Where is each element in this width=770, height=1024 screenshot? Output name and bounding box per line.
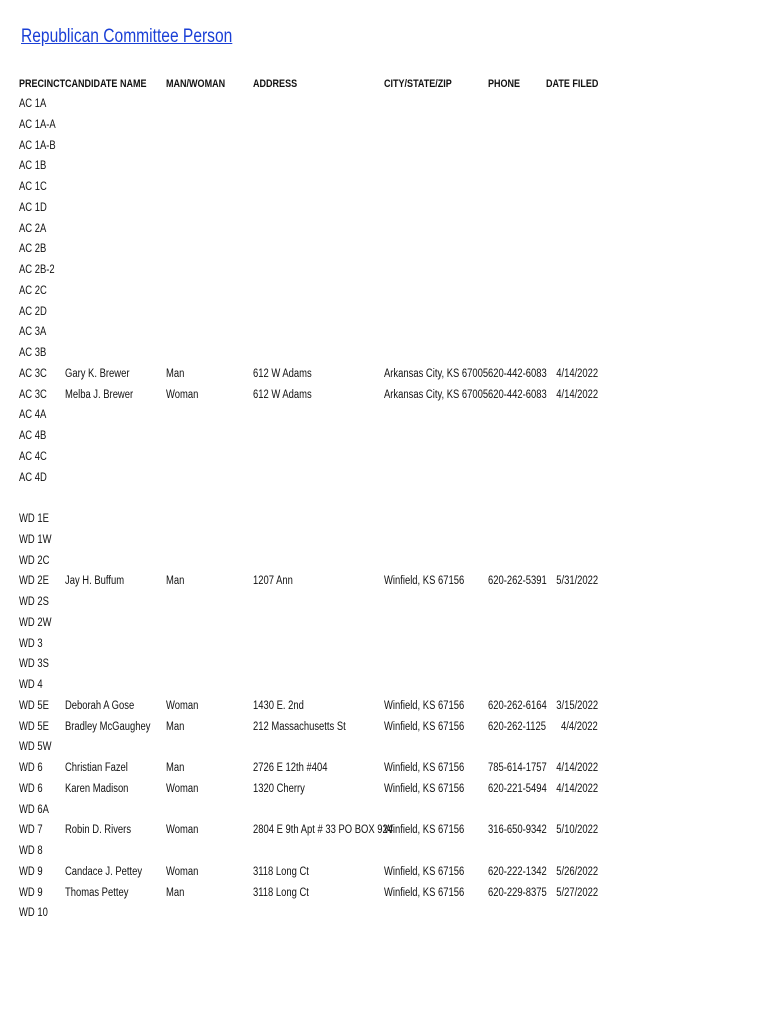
city-state-zip-cell: Winfield, KS 67156 <box>384 824 465 837</box>
precinct-cell: WD 2E <box>19 575 49 588</box>
page-title: Republican Committee Person <box>21 26 233 47</box>
date-filed-cell: 4/14/2022 <box>556 762 598 774</box>
date-filed-cell: 4/4/2022 <box>561 720 598 733</box>
address-cell: 3118 Long Ct <box>253 886 309 899</box>
header-man-woman: MAN/WOMAN <box>166 78 226 90</box>
precinct-cell: WD 5E <box>19 699 49 712</box>
phone-cell: 785-614-1757 <box>488 762 547 774</box>
city-state-zip-cell: Winfield, KS 67156 <box>384 782 465 795</box>
precinct-cell: WD 6 <box>19 782 43 795</box>
table-row <box>0 260 770 280</box>
table-row <box>0 281 770 301</box>
header-date-filed: DATE FILED <box>546 78 599 90</box>
precinct-cell: AC 4D <box>19 471 47 484</box>
date-filed-cell: 5/27/2022 <box>556 886 598 899</box>
precinct-cell: AC 3C <box>19 367 47 380</box>
precinct-cell: AC 2C <box>19 284 47 297</box>
table-row <box>0 613 770 633</box>
table-row <box>0 883 770 903</box>
table-row <box>0 551 770 571</box>
man-woman-cell: Woman <box>166 388 199 401</box>
phone-cell: 620-442-6083 <box>488 367 547 380</box>
precinct-cell: WD 2S <box>19 596 49 608</box>
date-filed-cell: 4/14/2022 <box>556 782 598 795</box>
table-row <box>0 903 770 923</box>
candidate-name-cell: Deborah A Gose <box>65 699 135 712</box>
table-row <box>0 675 770 695</box>
date-filed-cell: 5/26/2022 <box>556 865 598 878</box>
address-cell: 3118 Long Ct <box>253 865 309 878</box>
precinct-cell: WD 8 <box>19 845 43 857</box>
candidate-name-cell: Thomas Pettey <box>65 886 129 899</box>
date-filed-cell: 5/10/2022 <box>556 824 598 837</box>
table-row <box>0 115 770 135</box>
table-row <box>0 94 770 114</box>
city-state-zip-cell: Winfield, KS 67156 <box>384 575 465 588</box>
table-row <box>0 156 770 176</box>
city-state-zip-cell: Winfield, KS 67156 <box>384 762 465 774</box>
candidate-name-cell: Christian Fazel <box>65 762 128 774</box>
precinct-cell: AC 1A-A <box>19 118 56 131</box>
address-cell: 1320 Cherry <box>253 782 305 795</box>
table-row <box>0 820 770 840</box>
table-row <box>0 364 770 384</box>
phone-cell: 620-262-6164 <box>488 699 547 712</box>
table-row <box>0 737 770 757</box>
precinct-cell: WD 2W <box>19 616 52 629</box>
precinct-cell: AC 3C <box>19 388 47 401</box>
precinct-cell: WD 9 <box>19 886 43 899</box>
man-woman-cell: Woman <box>166 824 199 837</box>
phone-cell: 620-221-5494 <box>488 782 547 795</box>
address-cell: 1430 E. 2nd <box>253 699 304 712</box>
date-filed-cell: 5/31/2022 <box>556 575 598 588</box>
table-row <box>0 385 770 405</box>
precinct-cell: WD 6A <box>19 803 49 816</box>
table-row <box>0 219 770 239</box>
date-filed-cell: 4/14/2022 <box>556 367 598 380</box>
address-cell: 612 W Adams <box>253 388 312 401</box>
precinct-cell: AC 1B <box>19 160 47 173</box>
precinct-cell: WD 9 <box>19 865 43 878</box>
precinct-cell: WD 5E <box>19 720 49 733</box>
header-candidate-name: CANDIDATE NAME <box>65 78 147 90</box>
table-row <box>0 800 770 820</box>
table-row <box>0 447 770 467</box>
precinct-cell: WD 2C <box>19 554 50 567</box>
city-state-zip-cell: Arkansas City, KS 67005 <box>384 388 489 401</box>
man-woman-cell: Man <box>166 575 185 588</box>
precinct-cell: WD 10 <box>19 907 48 920</box>
precinct-cell: AC 2D <box>19 305 47 318</box>
table-row <box>0 592 770 612</box>
table-row <box>0 696 770 716</box>
address-cell: 1207 Ann <box>253 575 293 588</box>
candidate-name-cell: Karen Madison <box>65 782 129 795</box>
precinct-cell: AC 4B <box>19 430 47 442</box>
candidate-name-cell: Robin D. Rivers <box>65 824 132 837</box>
table-row <box>0 405 770 425</box>
header-phone: PHONE <box>488 78 521 90</box>
table-row <box>0 654 770 674</box>
precinct-cell: WD 4 <box>19 679 43 691</box>
address-cell: 2804 E 9th Apt # 33 PO BOX 924 <box>253 824 393 837</box>
date-filed-cell: 3/15/2022 <box>556 699 598 712</box>
precinct-cell: WD 7 <box>19 824 43 837</box>
candidate-name-cell: Jay H. Buffum <box>65 575 125 588</box>
table-row <box>0 426 770 446</box>
table-row <box>0 841 770 861</box>
table-row <box>0 136 770 156</box>
man-woman-cell: Woman <box>166 782 199 795</box>
address-cell: 2726 E 12th #404 <box>253 762 328 774</box>
precinct-cell: WD 5W <box>19 741 52 754</box>
city-state-zip-cell: Winfield, KS 67156 <box>384 699 465 712</box>
precinct-cell: AC 2B <box>19 243 47 256</box>
precinct-cell: WD 3S <box>19 658 49 671</box>
phone-cell: 620-442-6083 <box>488 388 547 401</box>
phone-cell: 620-229-8375 <box>488 886 547 899</box>
precinct-cell: WD 6 <box>19 762 43 774</box>
precinct-cell: WD 3 <box>19 637 43 650</box>
man-woman-cell: Man <box>166 886 185 899</box>
table-row <box>0 177 770 197</box>
table-row <box>0 239 770 259</box>
table-row <box>0 779 770 799</box>
date-filed-cell: 4/14/2022 <box>556 388 598 401</box>
table-row <box>0 571 770 591</box>
address-cell: 212 Massachusetts St <box>253 720 346 733</box>
city-state-zip-cell: Winfield, KS 67156 <box>384 865 465 878</box>
precinct-cell: AC 3A <box>19 326 47 339</box>
candidate-name-cell: Candace J. Pettey <box>65 865 143 878</box>
precinct-cell: AC 2A <box>19 222 47 235</box>
city-state-zip-cell: Winfield, KS 67156 <box>384 720 465 733</box>
man-woman-cell: Man <box>166 762 185 774</box>
phone-cell: 620-222-1342 <box>488 865 547 878</box>
table-row <box>0 468 770 488</box>
table-row <box>0 862 770 882</box>
precinct-cell: AC 3B <box>19 347 47 359</box>
header-city-state-zip: CITY/STATE/ZIP <box>384 78 452 90</box>
man-woman-cell: Woman <box>166 699 199 712</box>
precinct-cell: WD 1E <box>19 513 49 525</box>
table-row <box>0 198 770 218</box>
precinct-cell: AC 1D <box>19 201 47 214</box>
precinct-cell: AC 1A <box>19 98 47 110</box>
city-state-zip-cell: Winfield, KS 67156 <box>384 886 465 899</box>
precinct-cell: WD 1W <box>19 533 52 546</box>
precinct-cell: AC 4C <box>19 450 47 463</box>
candidate-name-cell: Melba J. Brewer <box>65 388 134 401</box>
table-row <box>0 717 770 737</box>
phone-cell: 316-650-9342 <box>488 824 547 837</box>
man-woman-cell: Woman <box>166 865 199 878</box>
table-row <box>0 758 770 778</box>
precinct-cell: AC 1A-B <box>19 139 56 152</box>
precinct-cell: AC 2B-2 <box>19 264 55 276</box>
city-state-zip-cell: Arkansas City, KS 67005 <box>384 367 489 380</box>
table-row <box>0 302 770 322</box>
table-row <box>0 488 770 508</box>
precinct-cell: AC 4A <box>19 409 47 422</box>
candidate-name-cell: Bradley McGaughey <box>65 720 151 733</box>
header-precinct: PRECINCT <box>19 78 66 90</box>
table-header <box>0 74 770 94</box>
table-row <box>0 343 770 363</box>
man-woman-cell: Man <box>166 720 185 733</box>
table-row <box>0 509 770 529</box>
phone-cell: 620-262-1125 <box>488 720 547 733</box>
header-address: ADDRESS <box>253 78 298 90</box>
address-cell: 612 W Adams <box>253 367 312 380</box>
man-woman-cell: Man <box>166 367 185 380</box>
table-row <box>0 634 770 654</box>
table-row <box>0 322 770 342</box>
table-row <box>0 530 770 550</box>
candidate-name-cell: Gary K. Brewer <box>65 367 130 380</box>
precinct-cell: AC 1C <box>19 181 47 193</box>
phone-cell: 620-262-5391 <box>488 575 547 588</box>
